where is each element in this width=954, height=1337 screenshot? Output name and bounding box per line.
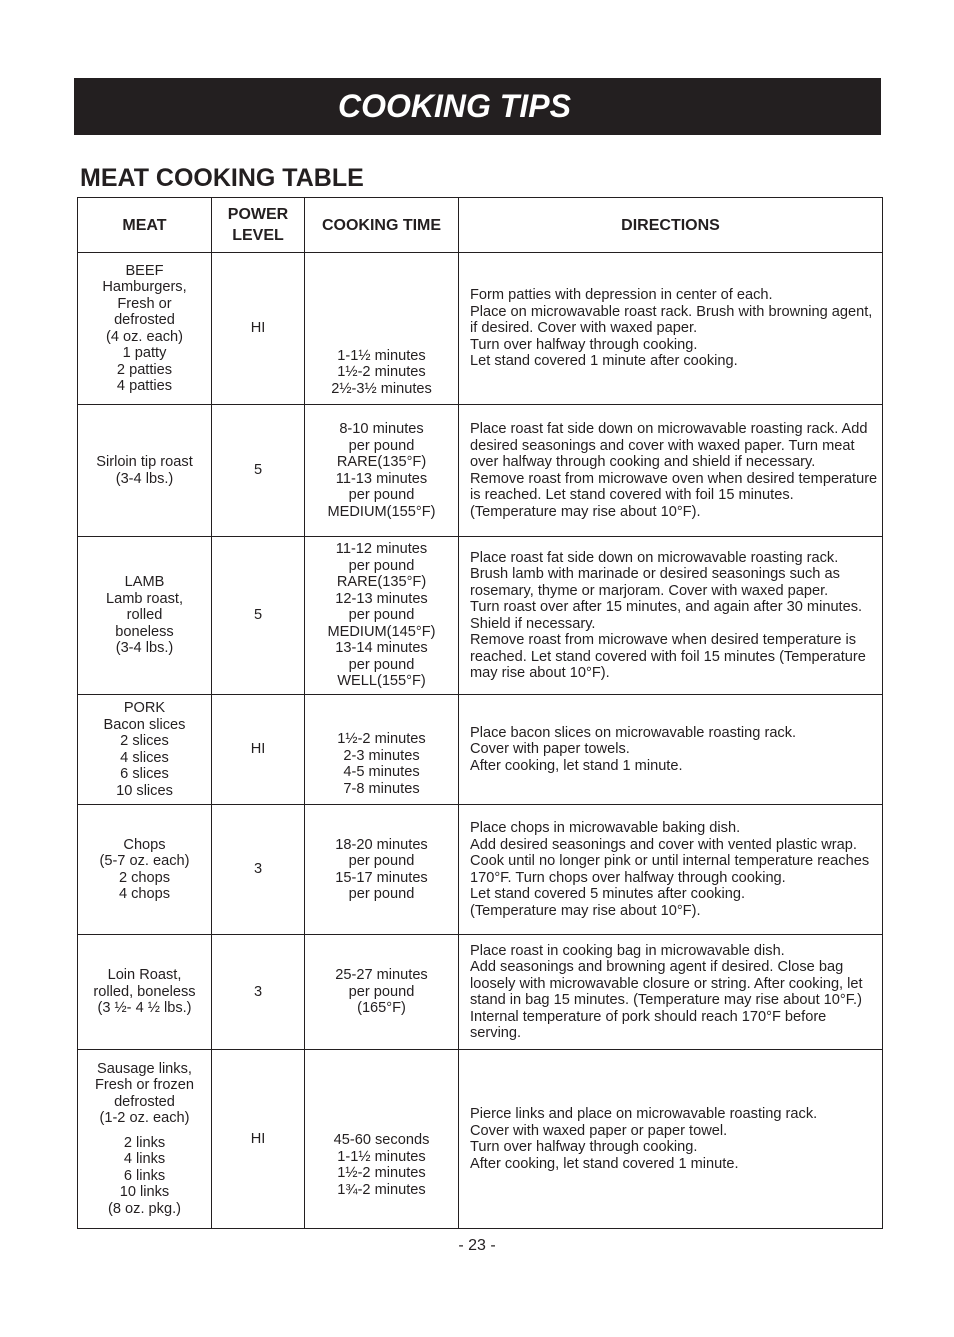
power-level-cell (212, 253, 305, 405)
directions-cell-line: Let stand covered 5 minutes after cooking. (470, 886, 746, 902)
power-level-cell (212, 1050, 305, 1229)
meat-cell-line: 2 patties (116, 361, 173, 378)
meat-cell-line: (1-2 oz. each) (99, 1110, 190, 1127)
cooking-time-cell-line: MEDIUM(155°F) (327, 503, 436, 520)
directions-cell-line: Remove roast from microwave when desired temperature is reached. Let stand covered with foil 15 minutes (Temperature may rise about 10°F). (470, 632, 866, 681)
meat-cell-line: 10 slices (116, 782, 173, 799)
meat-cell-line: 2 links (123, 1134, 166, 1151)
power-level-cell-line: HI (250, 1130, 266, 1147)
meat-cell (78, 695, 212, 805)
page-number: - 23 - (458, 1237, 496, 1254)
meat-cell-line: Fresh or (117, 295, 172, 312)
meat-cell-line: boneless (115, 623, 174, 640)
cooking-time-cell-line: per pound (348, 607, 415, 624)
meat-cell (78, 253, 212, 405)
table-row (78, 1050, 883, 1229)
directions-cell (459, 935, 883, 1050)
table-row (78, 935, 883, 1050)
section-title: MEAT COOKING TABLE (80, 164, 364, 192)
cooking-time-cell (305, 935, 459, 1050)
table-row (78, 537, 883, 695)
meat-cell-line: (4 oz. each) (105, 328, 184, 345)
cooking-time-cell-line: per pound (348, 886, 415, 902)
cooking-time-cell-line: RARE(135°F) (336, 454, 427, 470)
meat-cell-line: (8 oz. pkg.) (108, 1200, 181, 1217)
cooking-time-cell-line: 25-27 minutes (335, 967, 428, 984)
meat-cell-line: Sirloin tip roast (96, 454, 193, 470)
directions-cell-line: After cooking, let stand 1 minute. (470, 757, 683, 774)
cooking-time-cell-line: 2½-3½ minutes (331, 380, 432, 397)
cooking-time-cell (305, 1050, 459, 1229)
meat-cell-line: 1 patty (122, 345, 167, 361)
power-level-cell-line: 3 (253, 861, 263, 878)
power-level-cell (212, 695, 305, 805)
directions-cell-line: Add seasonings and browning agent if desired. Close bag loosely with microwavable closure or string. After cooking, let stand in bag 15 minutes. (Temperature may rise about 10°F.) Internal temperature of pork should reach 170°F before serving. (470, 959, 863, 1041)
power-level-cell (212, 935, 305, 1050)
cooking-time-cell (305, 405, 459, 537)
directions-cell-line: After cooking, let stand covered 1 minute. (470, 1155, 739, 1172)
cooking-time-cell-line: 4-5 minutes (343, 764, 420, 780)
cooking-time-cell-line: 1-1½ minutes (337, 347, 426, 364)
directions-cell-line: Turn over halfway through cooking. (470, 336, 698, 353)
header-cooking-time: COOKING TIME (305, 198, 459, 253)
meat-cell-line: rolled (126, 607, 163, 624)
meat-cell-line: Hamburgers, (102, 279, 187, 295)
directions-cell-line: Turn roast over after 15 minutes, and again after 30 minutes. Shield if necessary. (470, 599, 863, 632)
cooking-time-cell (305, 253, 459, 405)
meat-cell-line: (3 ½- 4 ½ lbs.) (97, 1000, 192, 1017)
directions-cell (459, 537, 883, 695)
cooking-time-cell (305, 805, 459, 935)
cooking-time-cell-line: 8-10 minutes (339, 421, 424, 437)
meat-cell-line: defrosted (114, 1093, 175, 1110)
directions-cell-line: Cover with waxed paper or paper towel. (470, 1122, 728, 1139)
directions-cell (459, 405, 883, 537)
cooking-time-cell-line: per pound (348, 983, 415, 1000)
directions-cell-line: Let stand covered 1 minute after cooking. (470, 353, 738, 370)
meat-cell-line: 4 links (123, 1151, 166, 1168)
power-level-cell-line: 3 (253, 983, 263, 1000)
cooking-time-cell-line: 11-13 minutes (335, 470, 428, 487)
meat-cell (78, 537, 212, 695)
meat-cell-line: 2 chops (118, 869, 171, 886)
meat-cell (78, 805, 212, 935)
meat-cell-line: 4 slices (120, 749, 169, 766)
directions-cell-line: Place bacon slices on microwavable roasting rack. (470, 724, 797, 741)
directions-cell-line: Form patties with depression in center of each. (470, 287, 773, 304)
meat-cell-line: Chops (123, 836, 166, 853)
header-power-level: POWER LEVEL (212, 198, 305, 253)
directions-cell-line: Pierce links and place on microwavable roasting rack. (470, 1106, 818, 1122)
meat-cell (78, 1050, 212, 1229)
power-level-cell-line: HI (250, 320, 266, 337)
meat-cell-line: rolled, boneless (93, 983, 196, 1000)
cooking-time-cell-line: 1½-2 minutes (337, 364, 426, 380)
meat-cell-line: Loin Roast, (107, 967, 182, 984)
cooking-time-cell-line: 18-20 minutes (335, 836, 428, 853)
cooking-time-cell-line: 1¾-2 minutes (337, 1181, 426, 1198)
meat-cell-line: 10 links (119, 1184, 170, 1201)
header-meat: MEAT (78, 198, 212, 253)
meat-cell-line: defrosted (114, 312, 175, 328)
directions-cell-line: Place roast fat side down on microwavable roasting rack. Add desired seasonings and cover with waxed paper. Turn meat over halfway through cooking and shield if necessary. (470, 421, 868, 470)
meat-cell-line (78, 1127, 211, 1135)
meat-cell-line: Bacon slices (103, 716, 186, 733)
directions-cell-line: Place roast in cooking bag in microwavable dish. (470, 942, 785, 959)
cooking-time-cell (305, 537, 459, 695)
table-header (78, 198, 883, 253)
cooking-time-cell-line: per pound (348, 487, 415, 503)
meat-cell-line: (3-4 lbs.) (115, 640, 174, 657)
meat-cell-line: 6 slices (120, 766, 169, 782)
banner-title: COOKING TIPS (338, 88, 571, 124)
table-row (78, 695, 883, 805)
cooking-time-cell-line: per pound (348, 853, 415, 869)
directions-cell-line: Place on microwavable roast rack. Brush with browning agent, if desired. Cover with waxed paper. (470, 303, 873, 337)
power-level-cell-line: 5 (253, 607, 263, 624)
table-row (78, 253, 883, 405)
cooking-time-cell-line: per pound (348, 557, 415, 574)
cooking-time-cell-line: WELL(155°F) (337, 673, 426, 690)
cooking-time-cell-line: 1½-2 minutes (337, 1165, 426, 1181)
meat-cell-line: (3-4 lbs.) (115, 470, 174, 487)
cooking-time-cell-line: MEDIUM(145°F) (327, 623, 436, 640)
directions-cell-line: Add desired seasonings and cover with vented plastic wrap. Cook until no longer pink or until internal temperature reaches 170°F. Turn chops over halfway through cooking. (470, 836, 870, 886)
power-level-cell (212, 805, 305, 935)
cooking-time-cell-line: 1½-2 minutes (337, 731, 426, 747)
cooking-time-cell-line: 2-3 minutes (343, 747, 420, 764)
meat-cell (78, 935, 212, 1050)
directions-cell (459, 695, 883, 805)
meat-cell-line: 4 chops (118, 886, 171, 902)
directions-cell (459, 253, 883, 405)
meat-cell-line: Sausage links, (97, 1060, 192, 1077)
meat-cell-line: BEEF (125, 262, 164, 279)
table-row (78, 805, 883, 935)
meat-cell-line: LAMB (124, 574, 165, 591)
meat-cell-line: Lamb roast, (105, 590, 184, 607)
cooking-time-cell-line: per pound (348, 437, 415, 454)
table-row (78, 405, 883, 537)
cooking-time-cell-line: RARE(135°F) (336, 574, 427, 591)
power-level-cell-line: 5 (253, 462, 263, 479)
directions-cell-line: Turn over halfway through cooking. (470, 1139, 698, 1155)
meat-cell-line: (5-7 oz. each) (99, 853, 190, 869)
meat-cell (78, 405, 212, 537)
cooking-time-cell (305, 695, 459, 805)
power-level-cell (212, 405, 305, 537)
directions-cell (459, 805, 883, 935)
cooking-time-cell-line: 15-17 minutes (335, 869, 428, 886)
cooking-time-cell-line: 13-14 minutes (335, 640, 428, 657)
cooking-time-cell-line: 45-60 seconds (333, 1132, 430, 1148)
cooking-time-cell-line: per pound (348, 656, 415, 673)
meat-cell-line: 2 slices (120, 733, 169, 749)
directions-cell-line: Place chops in microwavable baking dish. (470, 820, 741, 836)
directions-cell-line: Remove roast from microwave oven when desired temperature is reached. Let stand covered with foil 15 minutes.(Temperature may rise about 10°F). (470, 470, 878, 520)
directions-cell-line: (Temperature may rise about 10°F). (470, 902, 701, 919)
cooking-time-cell-line: 1-1½ minutes (337, 1148, 426, 1165)
directions-cell-line: Cover with paper towels. (470, 741, 630, 758)
power-level-cell-line: HI (250, 741, 266, 758)
cooking-time-cell-line: 11-12 minutes (335, 541, 428, 558)
cooking-time-cell-line: (165°F) (357, 1000, 406, 1017)
directions-cell-line: Place roast fat side down on microwavable roasting rack. Brush lamb with marinade or desired seasonings such as rosemary, thyme or marjoram. Cover with waxed paper. (470, 549, 840, 599)
directions-cell (459, 1050, 883, 1229)
banner (74, 78, 881, 135)
meat-cell-line: 4 patties (116, 378, 173, 394)
meat-cell-line: 6 links (123, 1167, 166, 1184)
meat-cell-line: Fresh or frozen (95, 1077, 194, 1094)
meat-cell-line: PORK (123, 700, 166, 716)
cooking-time-cell-line: 7-8 minutes (343, 780, 420, 797)
meat-cooking-table (77, 197, 883, 1229)
header-directions: DIRECTIONS (459, 198, 883, 253)
cooking-time-cell-line: 12-13 minutes (335, 590, 428, 607)
power-level-cell (212, 537, 305, 695)
